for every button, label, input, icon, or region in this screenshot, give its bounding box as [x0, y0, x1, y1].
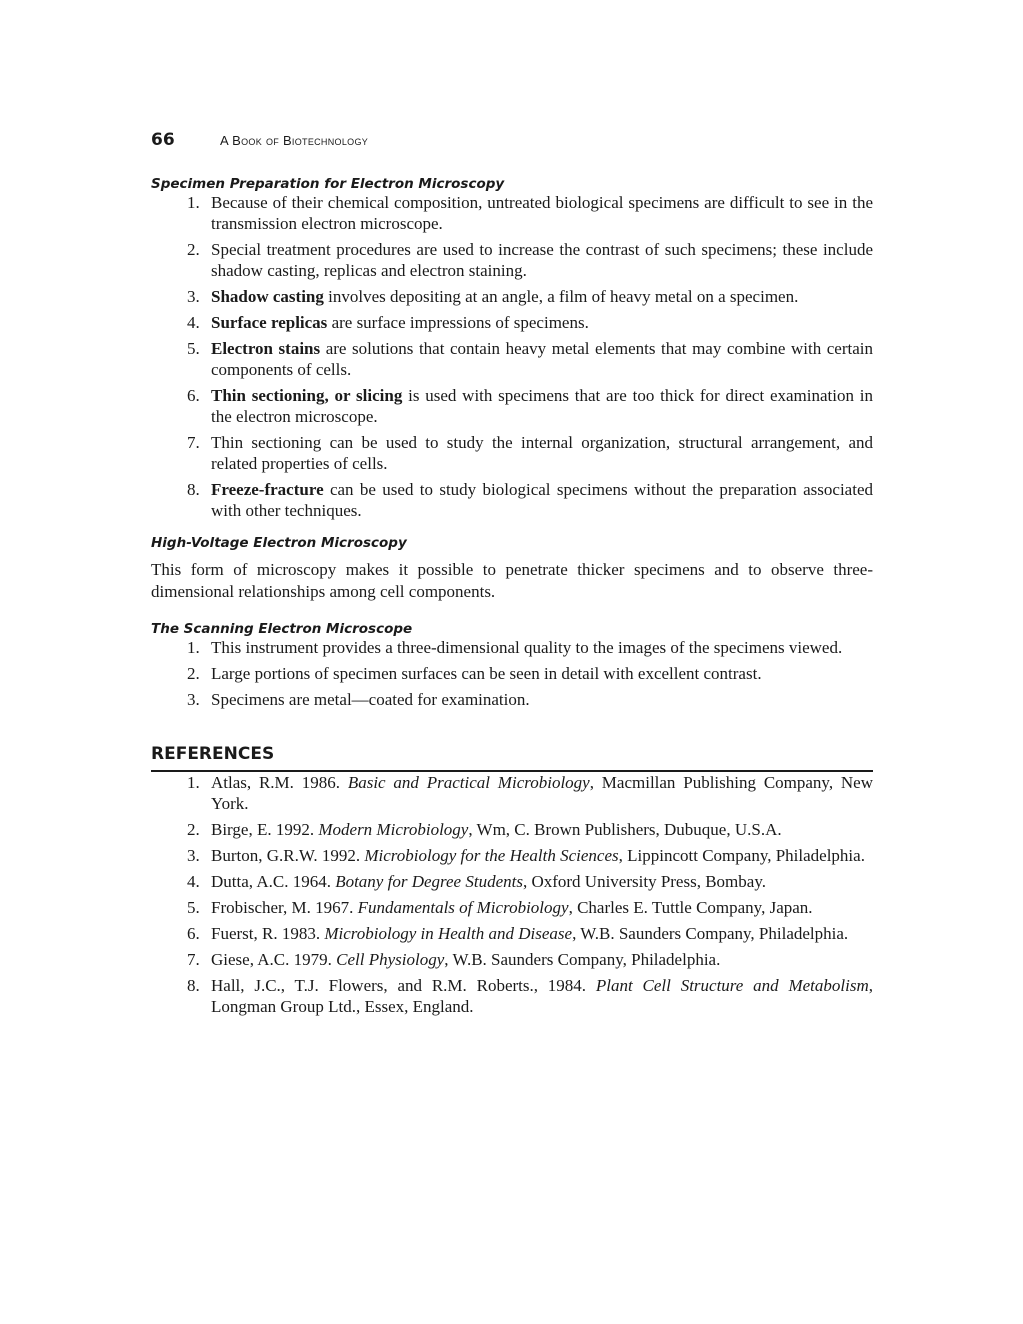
list-item: 2. Special treatment procedures are used to increase the contrast of such specimens; these include shadow casting, replicas and electron staining. [187, 240, 873, 280]
reference-title: Microbiology in Health and Disease [324, 924, 573, 943]
reference-item: 7. Giese, A.C. 1979. Cell Physiology, W.B. Saunders Company, Philadelphia. [187, 950, 721, 969]
reference-title: Modern Microbiology [318, 820, 469, 839]
reference-item: 5. Frobischer, M. 1967. Fundamentals of Microbiology, Charles E. Tuttle Company, Japan. [187, 898, 813, 917]
references-list [151, 772, 873, 1017]
reference-title: Cell Physiology [336, 950, 445, 969]
list-item: 7. Thin sectioning can be used to study the internal organization, structural arrangement, and related properties of cells. [187, 433, 873, 473]
scanning-list [151, 637, 873, 710]
subheading-high-voltage: High-Voltage Electron Microscopy [151, 535, 407, 551]
reference-title: Fundamentals of Microbiology [357, 898, 569, 917]
running-head [151, 130, 873, 156]
book-page [151, 130, 873, 1022]
list-item: 8. Freeze-fracture can be used to study biological specimens without the preparation associated with other techniques. [187, 480, 873, 520]
reference-item: 2. Birge, E. 1992. Modern Microbiology, Wm, C. Brown Publishers, Dubuque, U.S.A. [187, 820, 782, 839]
list-item: 1. This instrument provides a three-dimensional quality to the images of the specimens viewed. [187, 638, 843, 657]
term-bold: Freeze-fracture [211, 480, 324, 499]
high-voltage-paragraph: This form of microscopy makes it possible to penetrate thicker specimens and to observe three-dimensional relationships among cell components. [151, 560, 873, 601]
reference-item: 8. Hall, J.C., T.J. Flowers, and R.M. Roberts., 1984. Plant Cell Structure and Metabolism, Longman Group Ltd., Essex, England. [187, 976, 873, 1016]
reference-title: Botany for Degree Students [335, 872, 523, 891]
book-title: A Book of Biotechnology [220, 133, 369, 148]
list-item: 5. Electron stains are solutions that contain heavy metal elements that may combine with certain components of cells. [187, 339, 874, 379]
subheading-scanning-electron-microscope: The Scanning Electron Microscope [151, 621, 413, 637]
reference-title: Plant Cell Structure and Metabolism [595, 976, 869, 995]
list-item: 1. Because of their chemical composition, untreated biological specimens are difficult to see in the transmission electron microscope. [187, 193, 873, 233]
reference-item: 6. Fuerst, R. 1983. Microbiology in Health and Disease, W.B. Saunders Company, Philadelphia. [187, 924, 849, 943]
reference-item: 1. Atlas, R.M. 1986. Basic and Practical Microbiology, Macmillan Publishing Company, New York. [187, 773, 873, 813]
reference-item: 3. Burton, G.R.W. 1992. Microbiology for the Health Sciences, Lippincott Company, Philadelphia. [187, 846, 865, 865]
list-item: 6. Thin sectioning, or slicing is used with specimens that are too thick for direct examination in the electron microscope. [187, 386, 873, 426]
reference-item: 4. Dutta, A.C. 1964. Botany for Degree Students, Oxford University Press, Bombay. [187, 872, 766, 891]
list-item: 4. Surface replicas are surface impressions of specimens. [187, 313, 589, 332]
term-bold: Electron stains [211, 339, 321, 358]
references-heading: REFERENCES [151, 744, 873, 772]
term-bold: Surface replicas [211, 313, 328, 332]
reference-title: Basic and Practical Microbiology [347, 773, 590, 792]
specimen-preparation-list [151, 192, 873, 521]
term-bold: Thin sectioning, or slicing [211, 386, 403, 405]
reference-title: Microbiology for the Health Sciences [364, 846, 619, 865]
list-item: 3. Specimens are metal—coated for examination. [187, 690, 530, 709]
subheading-specimen-preparation: Specimen Preparation for Electron Microscopy [151, 176, 505, 192]
term-bold: Shadow casting [211, 287, 324, 306]
page-number: 66 [151, 130, 175, 150]
list-item: 3. Shadow casting involves depositing at an angle, a film of heavy metal on a specimen. [187, 287, 799, 306]
list-item: 2. Large portions of specimen surfaces can be seen in detail with excellent contrast. [187, 664, 762, 683]
